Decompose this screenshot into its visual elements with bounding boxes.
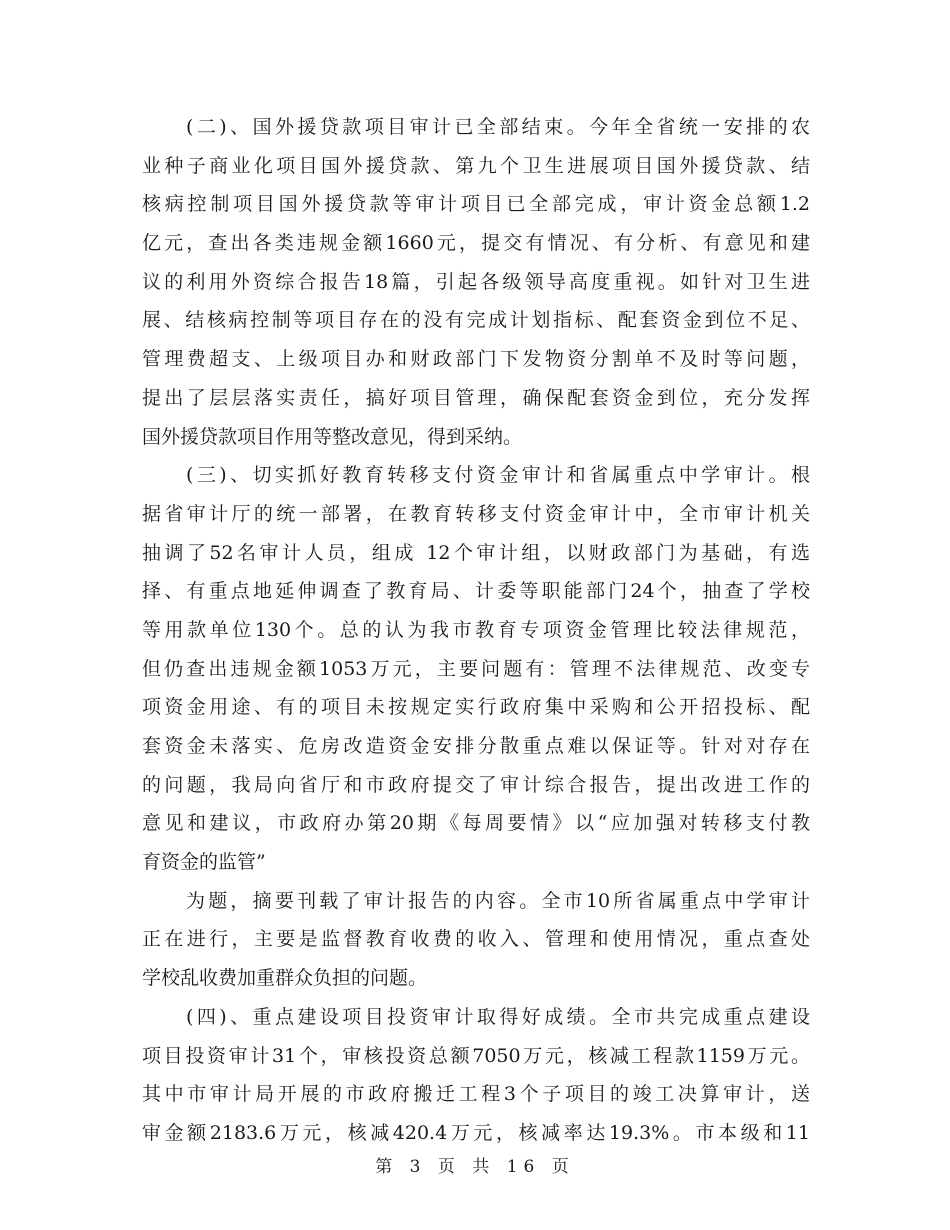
text-line: (三)、切实抓好教育转移支付资金审计和省属重点中学审计。根 [186, 464, 810, 487]
text-line: 展、结核病控制等项目存在的没有完成计划指标、配套资金到位不足、 [142, 309, 810, 332]
text-line: 育资金的监管” [142, 851, 266, 874]
text-line: (二)、国外援贷款项目审计已全部结束。今年全省统一安排的农 [186, 116, 810, 138]
text-line: 正在进行，主要是监督教育收费的收入、管理和使用情况，重点查处 [142, 928, 810, 951]
text-line: 国外援贷款项目作用等整改意见，得到采纳。 [142, 425, 523, 448]
text-line: 据省审计厅的统一部署，在教育转移支付资金审计中，全市审计机关 [142, 502, 810, 525]
text-line: 项资金用途、有的项目未按规定实行政府集中采购和公开招投标、配 [142, 696, 810, 719]
text-line: 套资金未落实、危房改造资金安排分散重点难以保证等。针对对存在 [142, 735, 810, 757]
text-line: 抽调了52名审计人员，组成 12个审计组，以财政部门为基础，有选 [142, 541, 810, 564]
paragraph-education-transfer-audit [142, 456, 810, 882]
text-line: 等用款单位130个。总的认为我市教育专项资金管理比较法律规范， [142, 618, 810, 641]
text-line: 学校乱收费加重群众负担的问题。 [142, 967, 428, 990]
text-line: 核病控制项目国外援贷款等审计项目已全部完成，审计资金总额1.2 [142, 193, 810, 216]
document-body [142, 108, 810, 1153]
text-line: 其中市审计局开展的市政府搬迁工程3个子项目的竣工决算审计，送 [142, 1083, 810, 1106]
page-number-footer: 第 3 页 共 16 页 [375, 1157, 575, 1177]
text-line: 亿元，查出各类违规金额1660元，提交有情况、有分析、有意见和建 [142, 232, 810, 255]
text-line: 择、有重点地延伸调查了教育局、计委等职能部门24个，抽查了学校 [142, 580, 810, 603]
paragraph-foreign-loan-audit [142, 108, 810, 456]
text-line: 管理费超支、上级项目办和财政部门下发物资分割单不及时等问题， [142, 348, 810, 371]
text-line: 但仍查出违规金额1053万元，主要问题有：管理不法律规范、改变专 [142, 657, 810, 680]
text-line: 的问题，我局向省厅和市政府提交了审计综合报告，提出改进工作的 [142, 773, 810, 796]
text-line: 提出了层层落实责任，搞好项目管理，确保配套资金到位，充分发挥 [142, 386, 810, 409]
text-line: 项目投资审计31个，审核投资总额7050万元，核减工程款1159万元。 [142, 1044, 810, 1067]
paragraph-school-audit [142, 882, 810, 998]
text-line: 议的利用外资综合报告18篇，引起各级领导高度重视。如针对卫生进 [142, 270, 810, 293]
text-line: 业种子商业化项目国外援贷款、第九个卫生进展项目国外援贷款、结 [142, 154, 810, 177]
text-line: 审金额2183.6万元，核减420.4万元，核减率达19.3%。市本级和11 [142, 1121, 810, 1144]
text-line: 意见和建议，市政府办第20期《每周要情》以“应加强对转移支付教 [142, 812, 810, 835]
text-line: (四)、重点建设项目投资审计取得好成绩。全市共完成重点建设 [186, 1005, 810, 1028]
text-line: 为题，摘要刊载了审计报告的内容。全市10所省属重点中学审计 [186, 889, 810, 912]
paragraph-construction-audit [142, 998, 810, 1153]
